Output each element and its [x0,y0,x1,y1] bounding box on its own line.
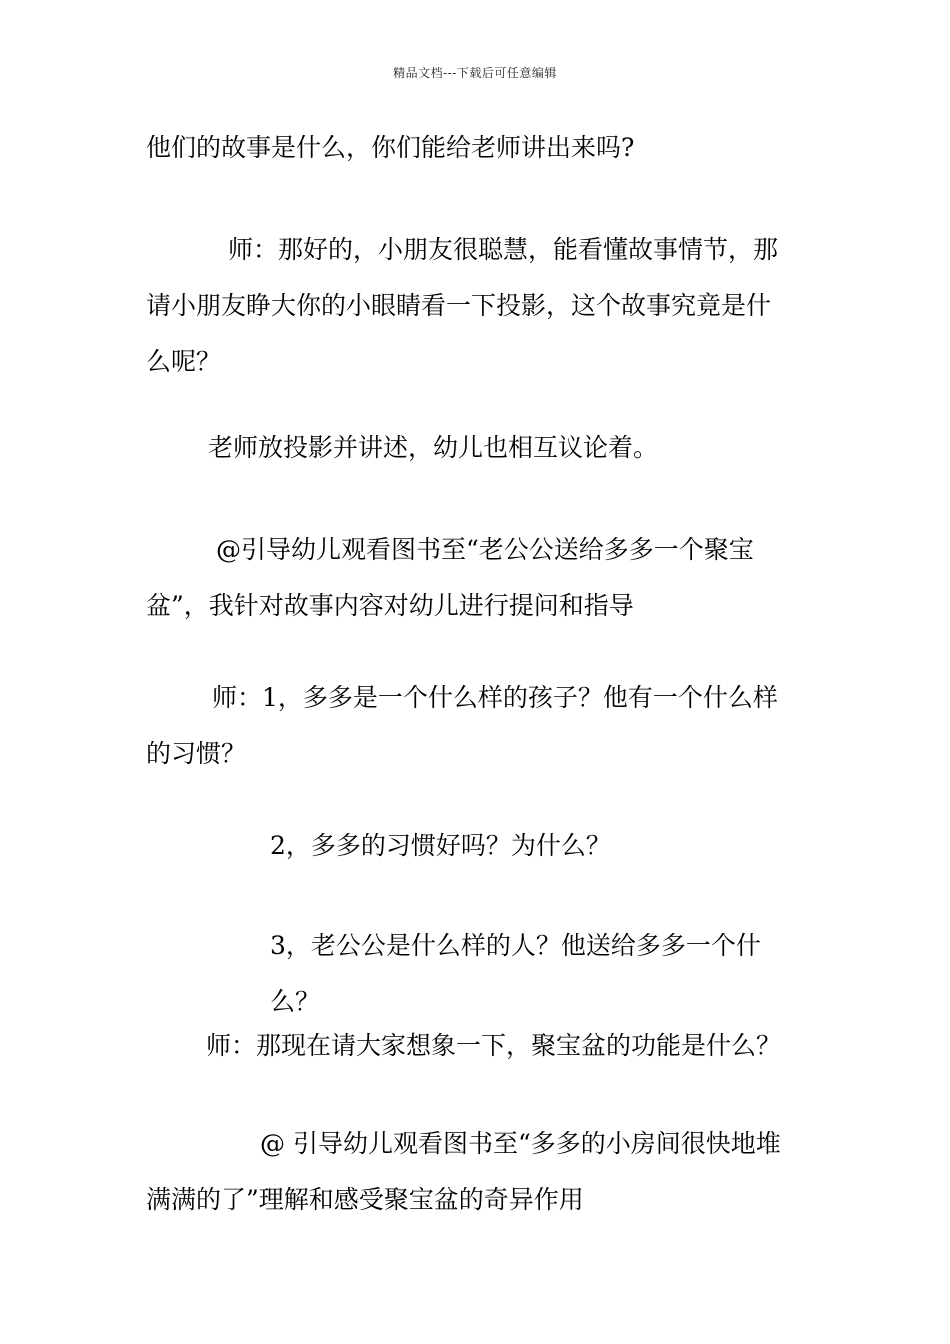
paragraph-8 [146,1018,810,1074]
paragraph-6 [146,818,810,874]
text-line: 么呢？ [146,347,222,376]
paragraph-4 [146,522,810,634]
text-line: 师：1，多多是一个什么样的孩子？他有一个什么样 [212,683,778,712]
paragraph-7 [146,918,810,1030]
text-line: @引导幼儿观看图书至“老公公送给多多一个聚宝 [216,535,754,564]
paragraph-5 [146,670,810,782]
page-header: 精品文档---下载后可任意编辑 [393,66,557,80]
text-line: 他们的故事是什么，你们能给老师讲出来吗? [146,133,635,162]
text-line: 满满的了”理解和感受聚宝盆的奇异作用 [146,1185,584,1214]
paragraph-1 [146,120,810,176]
text-line: 盆”，我针对故事内容对幼儿进行提问和指导 [146,591,634,620]
text-line: 3，老公公是什么样的人？他送给多多一个什么？ [270,931,761,1016]
text-line: @ 引导幼儿观看图书至“多多的小房间很快地堆 [260,1129,781,1158]
text-line: 师：那好的，小朋友很聪慧，能看懂故事情节，那 [228,235,779,264]
text-line: 老师放投影并讲述，幼儿也相互议论着。 [208,433,659,462]
text-line: 师：那现在请大家想象一下，聚宝盆的功能是什么？ [206,1031,782,1060]
paragraph-9 [146,1116,810,1228]
paragraph-2 [146,222,810,390]
text-line: 请小朋友睁大你的小眼睛看一下投影，这个故事究竟是什 [146,291,772,320]
text-line: 的习惯？ [146,739,247,768]
text-line: 2，多多的习惯好吗？为什么？ [270,831,611,860]
paragraph-3 [146,420,810,476]
